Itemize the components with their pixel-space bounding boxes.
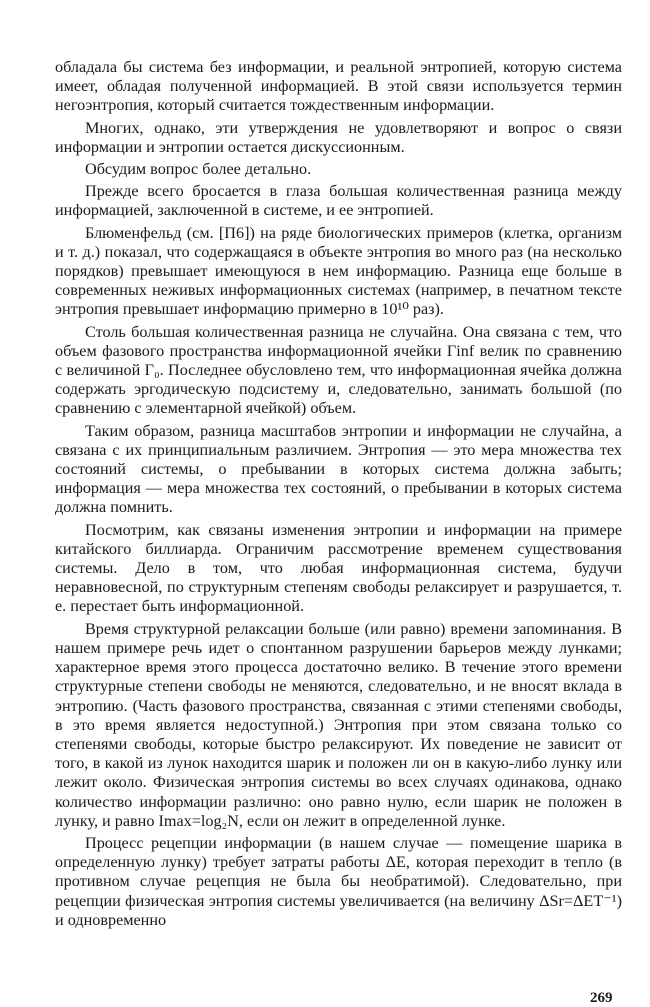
- page-number: 269: [590, 990, 613, 1006]
- paragraph: Процесс рецепции информации (в нашем случае — помещение шарика в определенную лунку) требует затраты работы ΔE, которая переходит в тепло (в противном случае рецепция не была бы необратимой). Следовательно, при рецепции физическая энтропия системы увеличивается (на величину ΔSr=ΔET⁻¹) и одновременно: [55, 833, 622, 929]
- paragraph: Обсудим вопрос более детально.: [85, 160, 312, 179]
- paragraph: Прежде всего бросается в глаза большая количественная разница между информацией, заключенной в системе, и ее энтропией.: [55, 182, 622, 220]
- paragraph: Блюменфельд (см. [П6]) на ряде биологических примеров (клетка, организм и т. д.) показал, что содержащаяся в объекте энтропия во много раз (на несколько порядков) превышает имеющуюся в нем информацию. Разница еще больше в современных неживых информационных системах (например, в печатном тексте энтропия превышает информацию примерно в 10¹⁰ раз).: [55, 223, 622, 319]
- paragraph: Многих, однако, эти утверждения не удовлетворяют и вопрос о связи информации и энтропии остается дискуссионным.: [55, 118, 622, 156]
- paragraph-continued: обладала бы система без информации, и реальной энтропией, которую система имеет, обладая полученной информацией. В этой связи используется термин негоэнтропия, который считается тождественным информации.: [55, 58, 622, 115]
- paragraph: Время структурной релаксации больше (или равно) времени запоминания. В нашем примере речь идет о спонтанном разрушении барьеров между лунками; характерное время этого процесса достаточно велико. В течение этого времени структурные степени свободы не меняются, следовательно, и не вносят вклада в энтропию. (Часть фазового пространства, связанная с этими степенями свободы, в это время является недоступной.) Энтропия при этом связана только со степенями свободы, которые быстро релаксируют. Их поведение не зависит от того, в какой из лунок находится шарик и положен ли он в какую-либо лунку или лежит около. Физическая энтропия системы во всех случаях одинакова, однако количество информации различно: оно равно нулю, если шарик не положен в лунку, и равно Imax=log₂N, если он лежит в определенной лунке.: [55, 619, 622, 830]
- paragraph: Таким образом, разница масштабов энтропии и информации не случайна, а связана с их принципиальным различием. Энтропия — это мера множества тех состояний системы, о пребывании в которых система должна забыть; информация — мера множества тех состояний, о пребывании в которых система должна помнить.: [55, 421, 622, 517]
- paragraph: Столь большая количественная разница не случайна. Она связана с тем, что объем фазового пространства информационной ячейки Γinf велик по сравнению с величиной Γ₀. Последнее обусловлено тем, что информационная ячейка должна содержать эргодическую подсистему и, следовательно, занимать большой (по сравнению с элементарной ячейкой) объем.: [55, 322, 622, 418]
- paragraph: Посмотрим, как связаны изменения энтропии и информации на примере китайского биллиарда. Ограничим рассмотрение временем существования системы. Дело в том, что любая информационная система, будучи неравновесной, по структурным степеням свободы релаксирует и разрушается, т. е. перестает быть информационной.: [55, 520, 622, 616]
- body-text: [55, 58, 622, 930]
